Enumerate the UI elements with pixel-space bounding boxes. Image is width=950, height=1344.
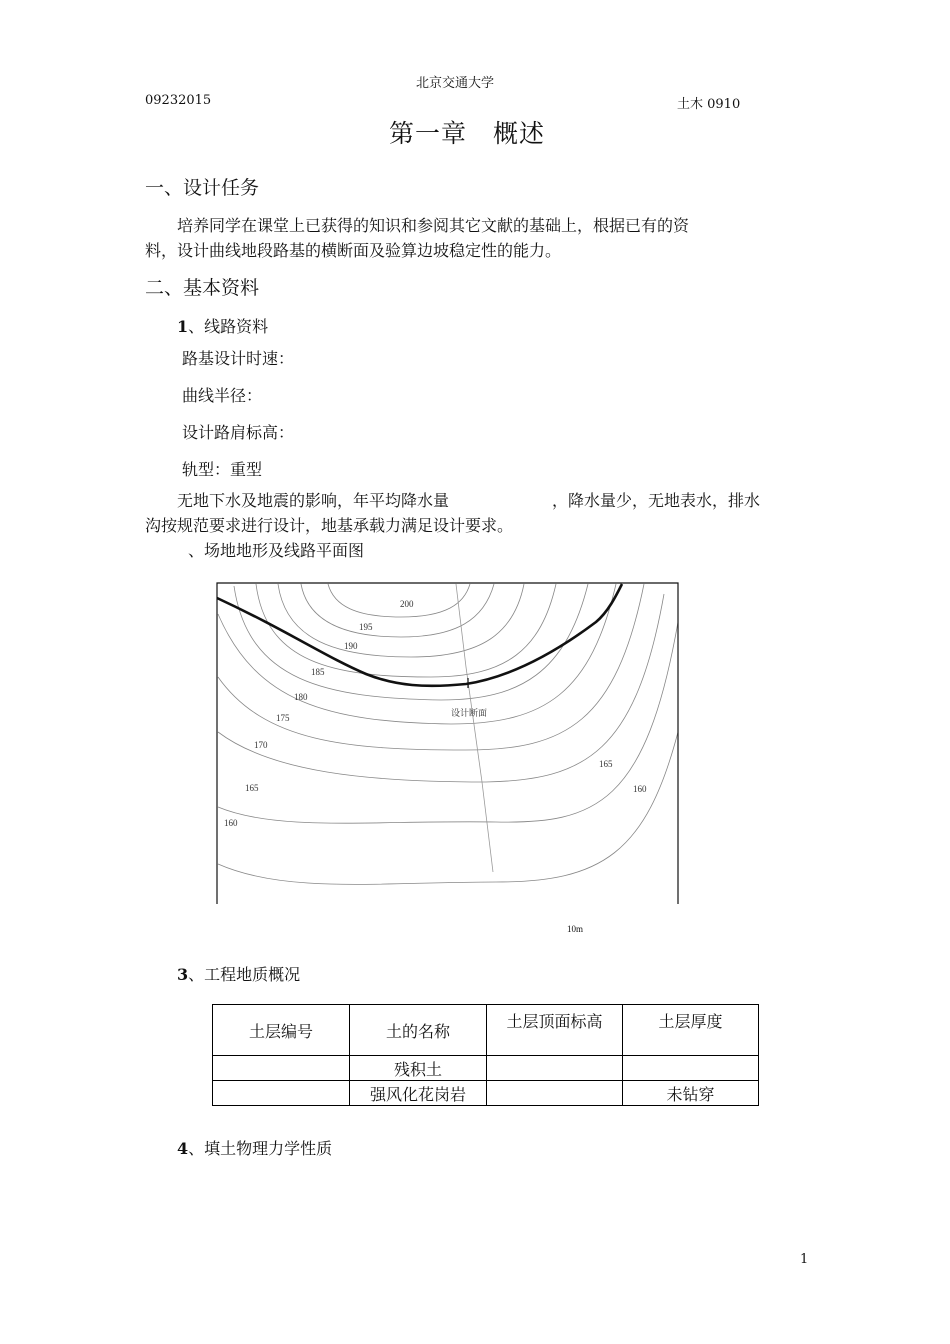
terrain-heading: 、场地地形及线路平面图 <box>188 541 365 560</box>
route-line <box>217 584 622 686</box>
contour-195 <box>301 584 494 637</box>
table-cell: 强风化花岗岩 <box>350 1081 487 1106</box>
line-info-para-line1a: 无地下水及地震的影响，年平均降水量 <box>177 491 450 510</box>
header-student-id: 09232015 <box>145 93 212 108</box>
task-paragraph-line2: 料，设计曲线地段路基的横断面及验算边坡稳定性的能力。 <box>145 241 562 260</box>
contour-200 <box>328 584 470 617</box>
chapter-title: 第一章 概述 <box>389 119 546 148</box>
geology-table <box>212 1004 759 1106</box>
line-item-speed: 路基设计时速： <box>182 349 295 368</box>
table-cell <box>213 1081 350 1106</box>
line-info-heading: 1、线路资料 <box>177 317 269 336</box>
table-cell <box>487 1056 623 1081</box>
geology-heading: 3、工程地质概况 <box>177 965 301 984</box>
contour-label-170: 170 <box>254 740 268 750</box>
section-data-title: 二、基本资料 <box>145 277 260 299</box>
line-item-rail-type: 轨型：重型 <box>182 460 263 479</box>
contour-label-195: 195 <box>359 622 373 632</box>
contour-175 <box>218 584 616 724</box>
line-info-para-line1b: ，降水量少，无地表水，排水 <box>552 491 761 510</box>
contour-label-185: 185 <box>311 667 325 677</box>
contour-label-200: 200 <box>400 599 414 609</box>
table-cell <box>213 1056 350 1081</box>
contour-190 <box>278 584 524 657</box>
header-cell: 土层编号 <box>213 1005 350 1056</box>
header-cell: 土层顶面标高 <box>487 1005 623 1056</box>
header-cell: 土的名称 <box>350 1005 487 1056</box>
section-line <box>456 584 493 872</box>
page-number: 1 <box>800 1252 809 1267</box>
table-row <box>213 1056 759 1081</box>
line-item-shoulder-elevation: 设计路肩标高： <box>182 423 295 442</box>
contour-label-165-right: 165 <box>599 759 613 769</box>
table-row <box>213 1081 759 1106</box>
fill-heading: 4、填土物理力学性质 <box>177 1139 333 1158</box>
contour-label-165-left: 165 <box>245 783 259 793</box>
header-cell: 土层厚度 <box>623 1005 759 1056</box>
table-cell <box>487 1081 623 1106</box>
contour-label-180: 180 <box>294 692 308 702</box>
contour-label-190: 190 <box>344 641 358 651</box>
section-label: 设计断面 <box>451 708 488 718</box>
contour-label-175: 175 <box>276 713 290 723</box>
section-task-title: 一、设计任务 <box>145 177 260 199</box>
task-paragraph-line1: 培养同学在课堂上已获得的知识和参阅其它文献的基础上，根据已有的资 <box>177 216 690 235</box>
contour-label-160-right: 160 <box>633 784 647 794</box>
table-cell: 未钻穿 <box>623 1081 759 1106</box>
header-university: 北京交通大学 <box>416 76 495 91</box>
line-item-radius: 曲线半径： <box>182 386 263 405</box>
contour-label-160-left: 160 <box>224 818 238 828</box>
terrain-map <box>216 582 680 904</box>
table-cell: 残积土 <box>350 1056 487 1081</box>
line-info-para-line2: 沟按规范要求进行设计，地基承载力满足设计要求。 <box>145 516 514 535</box>
table-cell <box>623 1056 759 1081</box>
contour-170 <box>218 584 644 750</box>
map-scale-label: 10m <box>567 924 584 934</box>
contour-185 <box>256 584 556 677</box>
header-class: 土木 0910 <box>677 97 741 112</box>
table-header-row <box>213 1005 759 1056</box>
contour-155 <box>218 732 678 884</box>
